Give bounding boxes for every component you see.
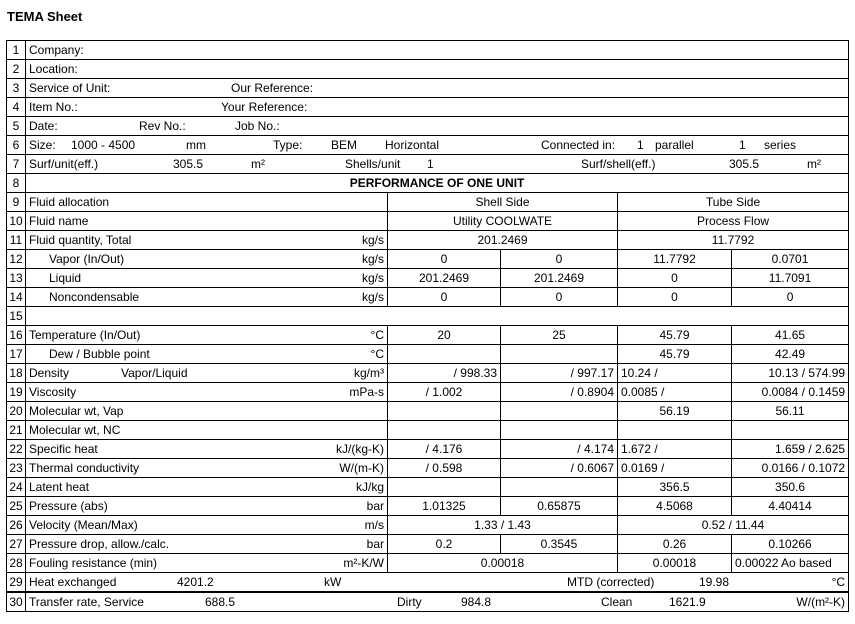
tube-out-value: 10.13 / 574.99 bbox=[732, 364, 849, 383]
tube-out-value: 1.659 / 2.625 bbox=[732, 440, 849, 459]
row-label: Vapor (In/Out) bbox=[49, 251, 125, 266]
service-label: Service of Unit: bbox=[29, 80, 111, 95]
shells-value: 1 bbox=[427, 156, 434, 171]
surf-unit-label: Surf/unit(eff.) bbox=[29, 156, 99, 171]
transfer-rate-label: Transfer rate, Service bbox=[29, 594, 144, 609]
row-number: 29 bbox=[7, 573, 26, 593]
row-unit: kJ/(kg-K) bbox=[336, 441, 384, 456]
shell-in-value: / 0.598 bbox=[388, 459, 501, 478]
shell-out-value bbox=[501, 421, 618, 440]
tube-out-value bbox=[732, 421, 849, 440]
tube-out-value: 4.40414 bbox=[732, 497, 849, 516]
table-row bbox=[7, 554, 849, 573]
mtd-unit: °C bbox=[831, 574, 846, 589]
row-number: 7 bbox=[7, 155, 26, 174]
table-row bbox=[7, 535, 849, 554]
row-number: 10 bbox=[7, 212, 26, 231]
row-number: 14 bbox=[7, 288, 26, 307]
row-unit: kJ/kg bbox=[355, 479, 384, 494]
shell-in-value: 20 bbox=[388, 326, 501, 345]
row-number: 15 bbox=[7, 307, 26, 326]
shell-in-value: 0 bbox=[388, 250, 501, 269]
shell-out-value: / 0.6067 bbox=[501, 459, 618, 478]
shell-in-value: / 998.33 bbox=[388, 364, 501, 383]
table-row bbox=[7, 288, 849, 307]
shell-out-value: 0 bbox=[501, 288, 618, 307]
row-number: 19 bbox=[7, 383, 26, 402]
shell-fluid-name: Utility COOLWATE bbox=[388, 212, 618, 231]
table-row bbox=[7, 364, 849, 383]
tube-out-value: 0 bbox=[732, 288, 849, 307]
row-number: 22 bbox=[7, 440, 26, 459]
shell-fouling: 0.00018 bbox=[388, 554, 618, 573]
row-number: 23 bbox=[7, 459, 26, 478]
row-number: 13 bbox=[7, 269, 26, 288]
tube-out-value: 0.0166 / 0.1072 bbox=[732, 459, 849, 478]
tube-in-value: 0 bbox=[618, 269, 732, 288]
tube-fouling: 0.00018 bbox=[618, 554, 732, 573]
tube-in-value: 0 bbox=[618, 288, 732, 307]
tube-in-value: 1.672 / bbox=[618, 440, 732, 459]
table-row bbox=[7, 497, 849, 516]
row-number: 11 bbox=[7, 231, 26, 250]
tube-in-value: 4.5068 bbox=[618, 497, 732, 516]
table-row bbox=[7, 98, 849, 117]
table-row bbox=[7, 174, 849, 193]
job-no-label: Job No.: bbox=[235, 118, 280, 133]
tube-in-value: 45.79 bbox=[618, 326, 732, 345]
table-row bbox=[7, 459, 849, 478]
clean-value: 1621.9 bbox=[669, 594, 706, 609]
table-row bbox=[7, 60, 849, 79]
row-number: 30 bbox=[7, 592, 26, 612]
row-number: 28 bbox=[7, 554, 26, 573]
shell-value: 201.2469 bbox=[388, 231, 618, 250]
type-label: Type: bbox=[273, 137, 303, 152]
tube-fluid-name: Process Flow bbox=[618, 212, 849, 231]
tube-out-value: 0.0084 / 0.1459 bbox=[732, 383, 849, 402]
row-number: 12 bbox=[7, 250, 26, 269]
table-row bbox=[7, 41, 849, 60]
tube-in-value: 45.79 bbox=[618, 345, 732, 364]
tube-in-value: 356.5 bbox=[618, 478, 732, 497]
row-number: 4 bbox=[7, 98, 26, 117]
tube-out-value: 0.0701 bbox=[732, 250, 849, 269]
shell-in-value bbox=[388, 345, 501, 364]
row-unit: bar bbox=[366, 498, 384, 513]
surf-shell-value: 305.5 bbox=[729, 156, 760, 171]
surf-unit-unit: m² bbox=[251, 156, 265, 171]
row-unit: W/(m-K) bbox=[339, 460, 384, 475]
row-unit: kg/s bbox=[361, 232, 384, 247]
table-row bbox=[7, 212, 849, 231]
tube-in-value: 10.24 / bbox=[618, 364, 732, 383]
transfer-rate-unit: W/(m²-K) bbox=[796, 594, 846, 609]
row-label: Viscosity bbox=[29, 384, 77, 399]
tube-calc-value: 0.10266 bbox=[732, 535, 849, 554]
size-label: Size: bbox=[29, 137, 56, 152]
row-number: 17 bbox=[7, 345, 26, 364]
row-unit: bar bbox=[366, 536, 384, 551]
tube-value: 11.7792 bbox=[618, 231, 849, 250]
row-label: Dew / Bubble point bbox=[49, 346, 150, 361]
row-unit: kg/m³ bbox=[354, 365, 384, 380]
shell-out-value: / 997.17 bbox=[501, 364, 618, 383]
transfer-rate-value: 688.5 bbox=[205, 594, 236, 609]
table-row bbox=[7, 326, 849, 345]
size-unit: mm bbox=[186, 137, 206, 152]
shell-out-value: 0 bbox=[501, 250, 618, 269]
row-unit: °C bbox=[370, 346, 384, 361]
table-row bbox=[7, 440, 849, 459]
parallel-label: parallel bbox=[655, 137, 694, 152]
shell-out-value: / 4.174 bbox=[501, 440, 618, 459]
table-row bbox=[7, 136, 849, 155]
shell-velocity: 1.33 / 1.43 bbox=[388, 516, 618, 535]
item-no-label: Item No.: bbox=[29, 99, 78, 114]
table-row bbox=[7, 516, 849, 535]
row-number: 20 bbox=[7, 402, 26, 421]
row-label: Noncondensable bbox=[49, 289, 140, 304]
connected-label: Connected in: bbox=[541, 137, 616, 152]
shell-in-value: / 4.176 bbox=[388, 440, 501, 459]
row-number: 25 bbox=[7, 497, 26, 516]
row-unit: kg/s bbox=[361, 251, 384, 266]
tube-in-value: 0.0169 / bbox=[618, 459, 732, 478]
orientation-value: Horizontal bbox=[385, 137, 440, 152]
mtd-label: MTD (corrected) bbox=[567, 574, 655, 589]
table-row bbox=[7, 117, 849, 136]
row-label: Velocity (Mean/Max) bbox=[29, 517, 138, 532]
row-number: 2 bbox=[7, 60, 26, 79]
table-row bbox=[7, 573, 849, 593]
table-row bbox=[7, 592, 849, 612]
tube-fouling-ao: 0.00022 Ao based bbox=[732, 554, 849, 573]
row-unit: kg/s bbox=[361, 289, 384, 304]
row-label: Fluid name bbox=[26, 212, 388, 231]
shell-out-value: / 0.8904 bbox=[501, 383, 618, 402]
row-unit: m²-K/W bbox=[343, 555, 384, 570]
row-number: 24 bbox=[7, 478, 26, 497]
dirty-label: Dirty bbox=[397, 594, 422, 609]
table-row bbox=[7, 250, 849, 269]
location-label: Location: bbox=[26, 60, 849, 79]
row-unit: m/s bbox=[364, 517, 384, 532]
type-value: BEM bbox=[331, 137, 358, 152]
tema-table bbox=[6, 40, 849, 612]
row-label: Pressure (abs) bbox=[29, 498, 108, 513]
tube-out-value: 41.65 bbox=[732, 326, 849, 345]
shell-in-value bbox=[388, 478, 501, 497]
shell-out-value: 25 bbox=[501, 326, 618, 345]
row-unit: kg/s bbox=[361, 270, 384, 285]
tube-out-value: 56.11 bbox=[732, 402, 849, 421]
dirty-value: 984.8 bbox=[461, 594, 492, 609]
your-reference-label: Your Reference: bbox=[221, 99, 308, 114]
row-label: Fouling resistance (min) bbox=[29, 555, 158, 570]
table-row bbox=[7, 193, 849, 212]
row-number: 21 bbox=[7, 421, 26, 440]
shell-out-value: 0.65875 bbox=[501, 497, 618, 516]
table-row bbox=[7, 307, 849, 326]
table-row bbox=[7, 402, 849, 421]
table-row bbox=[7, 383, 849, 402]
shell-allow-value: 0.2 bbox=[388, 535, 501, 554]
shell-out-value bbox=[501, 402, 618, 421]
row-number: 1 bbox=[7, 41, 26, 60]
mtd-value: 19.98 bbox=[699, 574, 730, 589]
row-label: Thermal conductivity bbox=[29, 460, 140, 475]
heat-exchanged-value: 4201.2 bbox=[177, 574, 214, 589]
row-number: 8 bbox=[7, 174, 26, 193]
row-label: Specific heat bbox=[29, 441, 98, 456]
table-row bbox=[7, 421, 849, 440]
tube-in-value: 11.7792 bbox=[618, 250, 732, 269]
clean-label: Clean bbox=[601, 594, 633, 609]
surf-shell-unit: m² bbox=[807, 156, 821, 171]
tube-allow-value: 0.26 bbox=[618, 535, 732, 554]
company-label: Company: bbox=[26, 41, 849, 60]
shell-in-value: 0 bbox=[388, 288, 501, 307]
section-heading: PERFORMANCE OF ONE UNIT bbox=[26, 174, 849, 193]
size-value: 1000 - 4500 bbox=[71, 137, 136, 152]
rev-no-label: Rev No.: bbox=[139, 118, 186, 133]
date-label: Date: bbox=[29, 118, 58, 133]
series-label: series bbox=[764, 137, 797, 152]
row-number: 9 bbox=[7, 193, 26, 212]
row-label: Temperature (In/Out) bbox=[29, 327, 141, 342]
shell-in-value: 201.2469 bbox=[388, 269, 501, 288]
row-number: 6 bbox=[7, 136, 26, 155]
heat-exchanged-unit: kW bbox=[324, 574, 342, 589]
surf-unit-value: 305.5 bbox=[173, 156, 204, 171]
row-label: Fluid quantity, Total bbox=[29, 232, 132, 247]
shells-label: Shells/unit bbox=[345, 156, 401, 171]
row-number: 18 bbox=[7, 364, 26, 383]
heat-exchanged-label: Heat exchanged bbox=[29, 574, 117, 589]
sheet-title: TEMA Sheet bbox=[7, 9, 83, 24]
shell-out-value: 201.2469 bbox=[501, 269, 618, 288]
tube-out-value: 42.49 bbox=[732, 345, 849, 364]
shell-out-value bbox=[501, 478, 618, 497]
our-reference-label: Our Reference: bbox=[231, 80, 314, 95]
table-row bbox=[7, 478, 849, 497]
parallel-count: 1 bbox=[637, 137, 644, 152]
row-number: 26 bbox=[7, 516, 26, 535]
table-row bbox=[7, 231, 849, 250]
table-row bbox=[7, 79, 849, 98]
shell-calc-value: 0.3545 bbox=[501, 535, 618, 554]
row-number: 5 bbox=[7, 117, 26, 136]
row-label: Liquid bbox=[49, 270, 82, 285]
row-unit: mPa-s bbox=[349, 384, 384, 399]
tube-velocity: 0.52 / 11.44 bbox=[618, 516, 849, 535]
shell-in-value bbox=[388, 421, 501, 440]
tube-out-value: 350.6 bbox=[732, 478, 849, 497]
table-row bbox=[7, 269, 849, 288]
shell-out-value bbox=[501, 345, 618, 364]
row-number: 3 bbox=[7, 79, 26, 98]
tube-in-value: 56.19 bbox=[618, 402, 732, 421]
shell-in-value: / 1.002 bbox=[388, 383, 501, 402]
tube-side-header: Tube Side bbox=[618, 193, 849, 212]
shell-in-value bbox=[388, 402, 501, 421]
series-count: 1 bbox=[739, 137, 746, 152]
row-number: 16 bbox=[7, 326, 26, 345]
row-label: Fluid allocation bbox=[26, 193, 388, 212]
table-row bbox=[7, 345, 849, 364]
row-label: Density bbox=[29, 365, 70, 380]
tube-in-value: 0.0085 / bbox=[618, 383, 732, 402]
row-unit: °C bbox=[370, 327, 384, 342]
tube-in-value bbox=[618, 421, 732, 440]
row-label: Latent heat bbox=[29, 479, 90, 494]
shell-in-value: 1.01325 bbox=[388, 497, 501, 516]
row-number: 27 bbox=[7, 535, 26, 554]
row-label: Molecular wt, Vap bbox=[26, 402, 388, 421]
tube-out-value: 11.7091 bbox=[732, 269, 849, 288]
row-label: Pressure drop, allow./calc. bbox=[29, 536, 170, 551]
surf-shell-label: Surf/shell(eff.) bbox=[581, 156, 656, 171]
table-row bbox=[7, 155, 849, 174]
row-sublabel: Vapor/Liquid bbox=[121, 365, 188, 380]
row-label: Molecular wt, NC bbox=[26, 421, 388, 440]
empty-row bbox=[26, 307, 849, 326]
shell-side-header: Shell Side bbox=[388, 193, 618, 212]
